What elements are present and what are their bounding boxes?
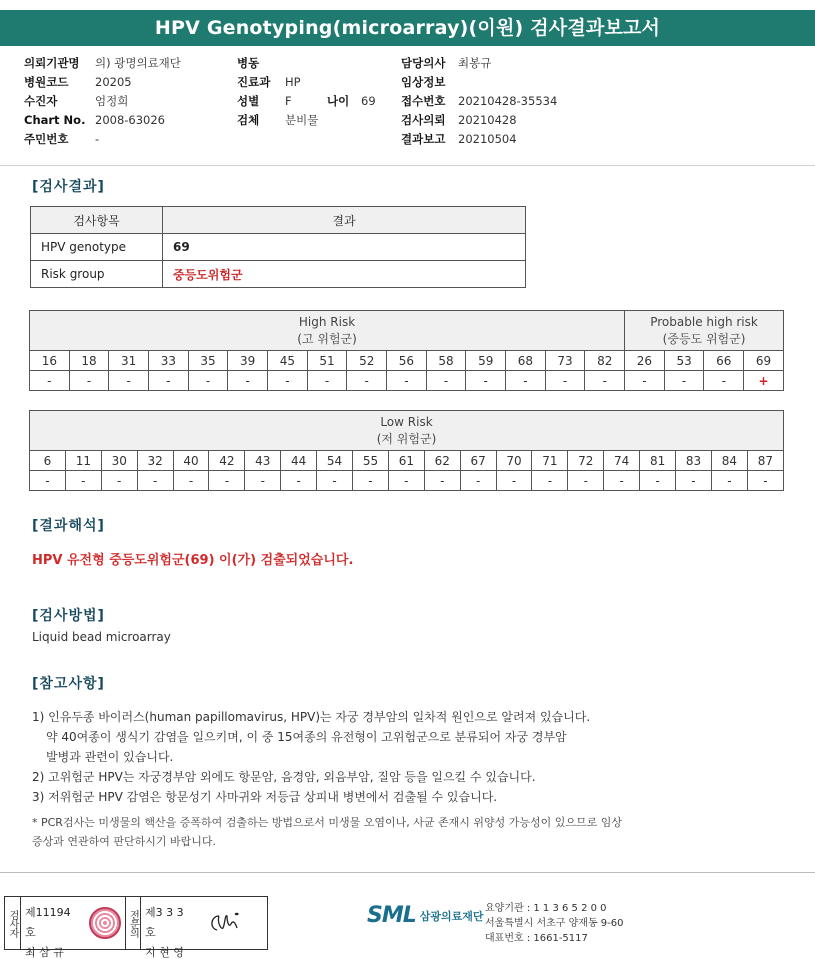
low-risk-result-cell: - <box>245 471 281 491</box>
high-risk-result-cell: - <box>228 371 268 391</box>
genotype-label: HPV genotype <box>31 234 163 261</box>
note-2: 2) 고위험군 HPV는 자궁경부암 외에도 항문암, 음경암, 외음부암, 질암 등을 일으킬 수 있습니다. <box>32 770 536 784</box>
section-result-heading: [검사결과] <box>32 179 105 195</box>
low-risk-type-cell: 61 <box>388 451 424 471</box>
high-risk-type-cell: 73 <box>545 351 585 371</box>
signature-box <box>4 896 268 959</box>
high-risk-result-cell: - <box>664 371 704 391</box>
high-risk-type-cell: 33 <box>149 351 189 371</box>
genotype-value: 69 <box>163 234 526 261</box>
patient-name-label: 수진자 <box>24 94 58 108</box>
low-risk-result-cell: - <box>747 471 783 491</box>
high-risk-subtitle: (고 위험군) <box>297 331 357 346</box>
resident-no-value: - <box>95 132 100 146</box>
low-risk-type-cell: 87 <box>747 451 783 471</box>
high-risk-result-cell: - <box>585 371 625 391</box>
low-risk-type-cell: 70 <box>496 451 532 471</box>
high-risk-result-cell: - <box>30 371 70 391</box>
requester-label: 의뢰기관명 <box>24 56 80 70</box>
high-risk-result-cell: - <box>347 371 387 391</box>
patient-info-col2 <box>237 54 376 130</box>
high-risk-table <box>29 310 784 391</box>
interpretation-text: HPV 유전형 중등도위험군(69) 이(가) 검출되었습니다. <box>32 553 354 568</box>
department-value: HP <box>285 75 301 89</box>
org-phone: 대표번호 : 1661-5117 <box>485 933 588 944</box>
doctor-value: 최봉규 <box>458 56 492 70</box>
table-row <box>31 234 526 261</box>
low-risk-result-cell: - <box>676 471 712 491</box>
footnote <box>32 813 762 851</box>
low-risk-result-cell: - <box>209 471 245 491</box>
low-risk-result-cell: - <box>353 471 389 491</box>
high-risk-result-cell: - <box>426 371 466 391</box>
specialist-info <box>141 897 201 959</box>
section-method-heading: [검사방법] <box>32 608 105 624</box>
high-risk-result-cell: + <box>744 371 784 391</box>
footer-divider <box>0 872 815 873</box>
note-3: 3) 저위험군 HPV 감염은 항문성기 사마귀와 저등급 상피내 병변에서 검출될 수 있습니다. <box>32 790 498 804</box>
low-risk-result-cell: - <box>532 471 568 491</box>
tester-info <box>21 897 85 959</box>
chart-no-label: Chart No. <box>24 113 86 127</box>
report-date-value: 20210504 <box>458 132 517 146</box>
low-risk-subtitle: (저 위험군) <box>376 431 437 446</box>
low-risk-table <box>29 410 784 491</box>
high-risk-result-cell: - <box>109 371 149 391</box>
low-risk-result-cell: - <box>424 471 460 491</box>
risk-group-label: Risk group <box>31 261 163 288</box>
patient-info-col1 <box>24 54 181 149</box>
logo-text: SML <box>367 903 416 928</box>
high-risk-type-cell: 58 <box>426 351 466 371</box>
table-row <box>31 261 526 288</box>
accession-label: 접수번호 <box>401 94 446 108</box>
specimen-label: 검체 <box>237 113 260 127</box>
high-risk-result-cell: - <box>704 371 744 391</box>
specialist-license: 제3 3 3 호 <box>145 906 184 939</box>
high-risk-header <box>30 311 625 351</box>
low-risk-type-cell: 67 <box>460 451 496 471</box>
patient-info-col3 <box>401 54 557 149</box>
tester-name: 최 삼 규 <box>25 946 64 959</box>
low-risk-result-cell: - <box>173 471 209 491</box>
low-risk-type-cell: 42 <box>209 451 245 471</box>
high-risk-type-cell: 16 <box>30 351 70 371</box>
low-risk-type-cell: 72 <box>568 451 604 471</box>
low-risk-types-row <box>30 451 784 471</box>
report-title: HPV Genotyping(microarray)(이원) 검사결과보고서 <box>0 10 815 46</box>
specialist-name: 지 현 영 <box>145 946 184 959</box>
low-risk-result-cell: - <box>137 471 173 491</box>
high-risk-type-cell: 51 <box>307 351 347 371</box>
seal-icon <box>89 907 121 939</box>
probable-risk-subtitle: (중등도 위험군) <box>662 331 746 346</box>
method-text: Liquid bead microarray <box>32 630 171 644</box>
patient-name-value: 엄정희 <box>95 94 129 108</box>
low-risk-result-cell: - <box>640 471 676 491</box>
high-risk-result-cell: - <box>506 371 546 391</box>
clinical-info-label: 임상정보 <box>401 75 446 89</box>
low-risk-result-cell: - <box>711 471 747 491</box>
low-risk-type-cell: 74 <box>604 451 640 471</box>
age-label: 나이 <box>327 94 350 108</box>
low-risk-type-cell: 54 <box>317 451 353 471</box>
result-header-item: 검사항목 <box>31 207 163 234</box>
low-risk-type-cell: 40 <box>173 451 209 471</box>
low-risk-type-cell: 30 <box>101 451 137 471</box>
high-risk-type-cell: 18 <box>69 351 109 371</box>
low-risk-result-cell: - <box>496 471 532 491</box>
footnote-line-1: * PCR검사는 미생물의 핵산을 증폭하여 검출하는 방법으로서 미생물 오염이나, 사균 존재시 위양성 가능성이 있으므로 임상 <box>32 816 622 829</box>
high-risk-type-cell: 45 <box>268 351 308 371</box>
high-risk-results-row <box>30 371 784 391</box>
high-risk-result-cell: - <box>149 371 189 391</box>
low-risk-type-cell: 81 <box>640 451 676 471</box>
section-interpretation-heading: [결과해석] <box>32 518 105 534</box>
high-risk-type-cell: 69 <box>744 351 784 371</box>
low-risk-result-cell: - <box>604 471 640 491</box>
low-risk-results-row <box>30 471 784 491</box>
header-divider <box>0 165 815 166</box>
tester-label: 검사자 <box>5 897 21 949</box>
low-risk-result-cell: - <box>388 471 424 491</box>
high-risk-type-cell: 35 <box>188 351 228 371</box>
low-risk-header <box>30 411 784 451</box>
result-header-value: 결과 <box>163 207 526 234</box>
org-name: 삼광의료재단 <box>419 909 484 923</box>
low-risk-result-cell: - <box>65 471 101 491</box>
low-risk-title: Low Risk <box>380 414 433 429</box>
low-risk-type-cell: 6 <box>30 451 66 471</box>
report-date-label: 결과보고 <box>401 132 446 146</box>
specialist-label: 전문의 <box>125 897 141 949</box>
sml-logo <box>367 903 484 928</box>
high-risk-result-cell: - <box>307 371 347 391</box>
high-risk-result-cell: - <box>69 371 109 391</box>
high-risk-type-cell: 26 <box>625 351 665 371</box>
low-risk-result-cell: - <box>101 471 137 491</box>
age-value: 69 <box>361 94 376 108</box>
low-risk-result-cell: - <box>568 471 604 491</box>
hospital-code-label: 병원코드 <box>24 75 69 89</box>
section-notes-heading: [참고사항] <box>32 676 105 692</box>
low-risk-type-cell: 62 <box>424 451 460 471</box>
high-risk-type-cell: 66 <box>704 351 744 371</box>
low-risk-type-cell: 44 <box>281 451 317 471</box>
high-risk-result-cell: - <box>387 371 427 391</box>
high-risk-type-cell: 39 <box>228 351 268 371</box>
low-risk-result-cell: - <box>30 471 66 491</box>
high-risk-type-cell: 52 <box>347 351 387 371</box>
low-risk-type-cell: 43 <box>245 451 281 471</box>
notes-list <box>32 707 590 807</box>
low-risk-type-cell: 71 <box>532 451 568 471</box>
requester-value: 의) 광명의료재단 <box>95 56 181 70</box>
org-info <box>485 901 624 946</box>
low-risk-type-cell: 55 <box>353 451 389 471</box>
low-risk-result-cell: - <box>317 471 353 491</box>
low-risk-result-cell: - <box>281 471 317 491</box>
high-risk-result-cell: - <box>268 371 308 391</box>
low-risk-result-cell: - <box>460 471 496 491</box>
high-risk-type-cell: 68 <box>506 351 546 371</box>
result-table <box>30 206 526 288</box>
high-risk-type-cell: 59 <box>466 351 506 371</box>
low-risk-type-cell: 32 <box>137 451 173 471</box>
footnote-line-2: 증상과 연관하여 판단하시기 바랍니다. <box>32 835 217 848</box>
tester-license: 제11194호 <box>25 906 71 939</box>
org-address: 서울특별시 서초구 양재동 9-60 <box>485 918 624 929</box>
ward-label: 병동 <box>237 56 260 70</box>
note-1-cont2: 발병과 관련이 있습니다. <box>46 750 174 764</box>
signature-icon <box>201 897 249 949</box>
resident-no-label: 주민번호 <box>24 132 69 146</box>
department-label: 진료과 <box>237 75 271 89</box>
org-code: 요양기관 : 1 1 3 6 5 2 0 0 <box>485 903 607 914</box>
high-risk-title: High Risk <box>298 314 356 329</box>
request-date-value: 20210428 <box>458 113 517 127</box>
high-risk-result-cell: - <box>188 371 228 391</box>
low-risk-type-cell: 83 <box>676 451 712 471</box>
risk-group-value: 중등도위험군 <box>163 261 526 288</box>
probable-risk-title: Probable high risk <box>650 314 758 329</box>
request-date-label: 검사의뢰 <box>401 113 446 127</box>
high-risk-type-cell: 31 <box>109 351 149 371</box>
low-risk-type-cell: 84 <box>711 451 747 471</box>
probable-risk-header <box>625 311 784 351</box>
chart-no-value: 2008-63026 <box>95 113 165 127</box>
high-risk-result-cell: - <box>545 371 585 391</box>
high-risk-type-cell: 53 <box>664 351 704 371</box>
high-risk-type-cell: 56 <box>387 351 427 371</box>
sex-value: F <box>285 94 292 108</box>
high-risk-result-cell: - <box>625 371 665 391</box>
hospital-code-value: 20205 <box>95 75 132 89</box>
specimen-value: 분비물 <box>285 113 319 127</box>
high-risk-types-row <box>30 351 784 371</box>
high-risk-type-cell: 82 <box>585 351 625 371</box>
doctor-label: 담당의사 <box>401 56 446 70</box>
high-risk-result-cell: - <box>466 371 506 391</box>
low-risk-type-cell: 11 <box>65 451 101 471</box>
note-1: 1) 인유두종 바이러스(human papillomavirus, HPV)는 자궁 경부암의 일차적 원인으로 알려져 있습니다. <box>32 710 591 724</box>
sex-label: 성별 <box>237 94 260 108</box>
accession-value: 20210428-35534 <box>458 94 558 108</box>
note-1-cont: 약 40여종이 생식기 감염을 일으키며, 이 중 15여종의 유전형이 고위험군으로 분류되어 자궁 경부암 <box>46 730 567 744</box>
